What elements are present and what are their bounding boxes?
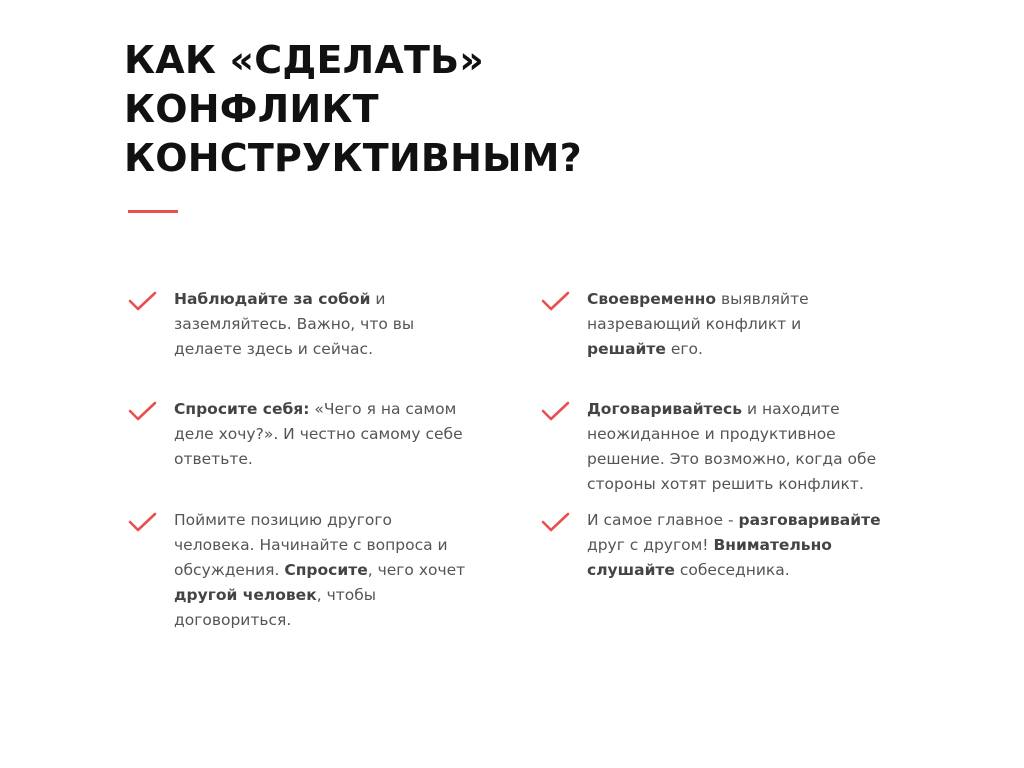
tip-text-segment: , чего хочет: [367, 561, 466, 579]
tip-item: [541, 508, 881, 583]
tip-text-bold: решайте: [587, 340, 666, 358]
tip-text: [174, 287, 468, 362]
checkmark-icon: [128, 399, 158, 423]
tip-item: [541, 397, 881, 497]
checkmark-icon: [128, 510, 158, 534]
tip-text: [587, 508, 881, 583]
title-line-2: КОНФЛИКТ: [124, 87, 379, 131]
tip-text: [587, 397, 881, 497]
title-line-3: КОНСТРУКТИВНЫМ?: [124, 136, 582, 180]
tip-text-bold: Спросите себя:: [174, 400, 310, 418]
tip-text-segment: , чтобы договориться.: [174, 586, 377, 629]
tip-text-bold: другой человек: [174, 586, 317, 604]
tip-text-segment: И самое главное -: [587, 511, 739, 529]
tip-text-segment: друг с другом!: [587, 536, 714, 554]
tip-text-segment: его.: [665, 340, 703, 358]
tip-text-bold: Договаривайтесь: [587, 400, 743, 418]
tip-text-segment: и заземляйтесь. Важно, что вы делаете здесь и сейчас.: [174, 290, 415, 358]
tip-item: [128, 397, 468, 472]
tip-text: [174, 397, 468, 472]
tip-text: [174, 508, 468, 633]
tip-text-bold: разговаривайте: [738, 511, 881, 529]
tip-item: [541, 287, 881, 362]
tip-text-segment: и находите неожиданное и продуктивное решение. Это возможно, когда обе стороны хотят решить конфликт.: [587, 400, 877, 493]
accent-divider: [128, 210, 178, 213]
tip-text-bold: Спросите: [284, 561, 368, 579]
title-line-1: КАК «СДЕЛАТЬ»: [124, 38, 485, 82]
checkmark-icon: [541, 510, 571, 534]
tip-text-segment: «Чего я на самом деле хочу?». И честно самому себе ответьте.: [174, 400, 463, 468]
tip-text-bold: Своевременно: [587, 290, 717, 308]
tip-text: [587, 287, 881, 362]
tip-text-bold: Внимательно слушайте: [587, 536, 832, 579]
checkmark-icon: [541, 289, 571, 313]
tip-item: [128, 508, 468, 633]
checkmark-icon: [128, 289, 158, 313]
tip-text-bold: Наблюдайте за собой: [174, 290, 371, 308]
tip-text-segment: Поймите позицию другого человека. Начинайте с вопроса и обсуждения.: [174, 511, 448, 579]
tip-text-segment: выявляйте назревающий конфликт и: [587, 290, 809, 333]
slide-title: [124, 36, 582, 183]
tip-text-segment: собеседника.: [674, 561, 790, 579]
tip-item: [128, 287, 468, 362]
checkmark-icon: [541, 399, 571, 423]
